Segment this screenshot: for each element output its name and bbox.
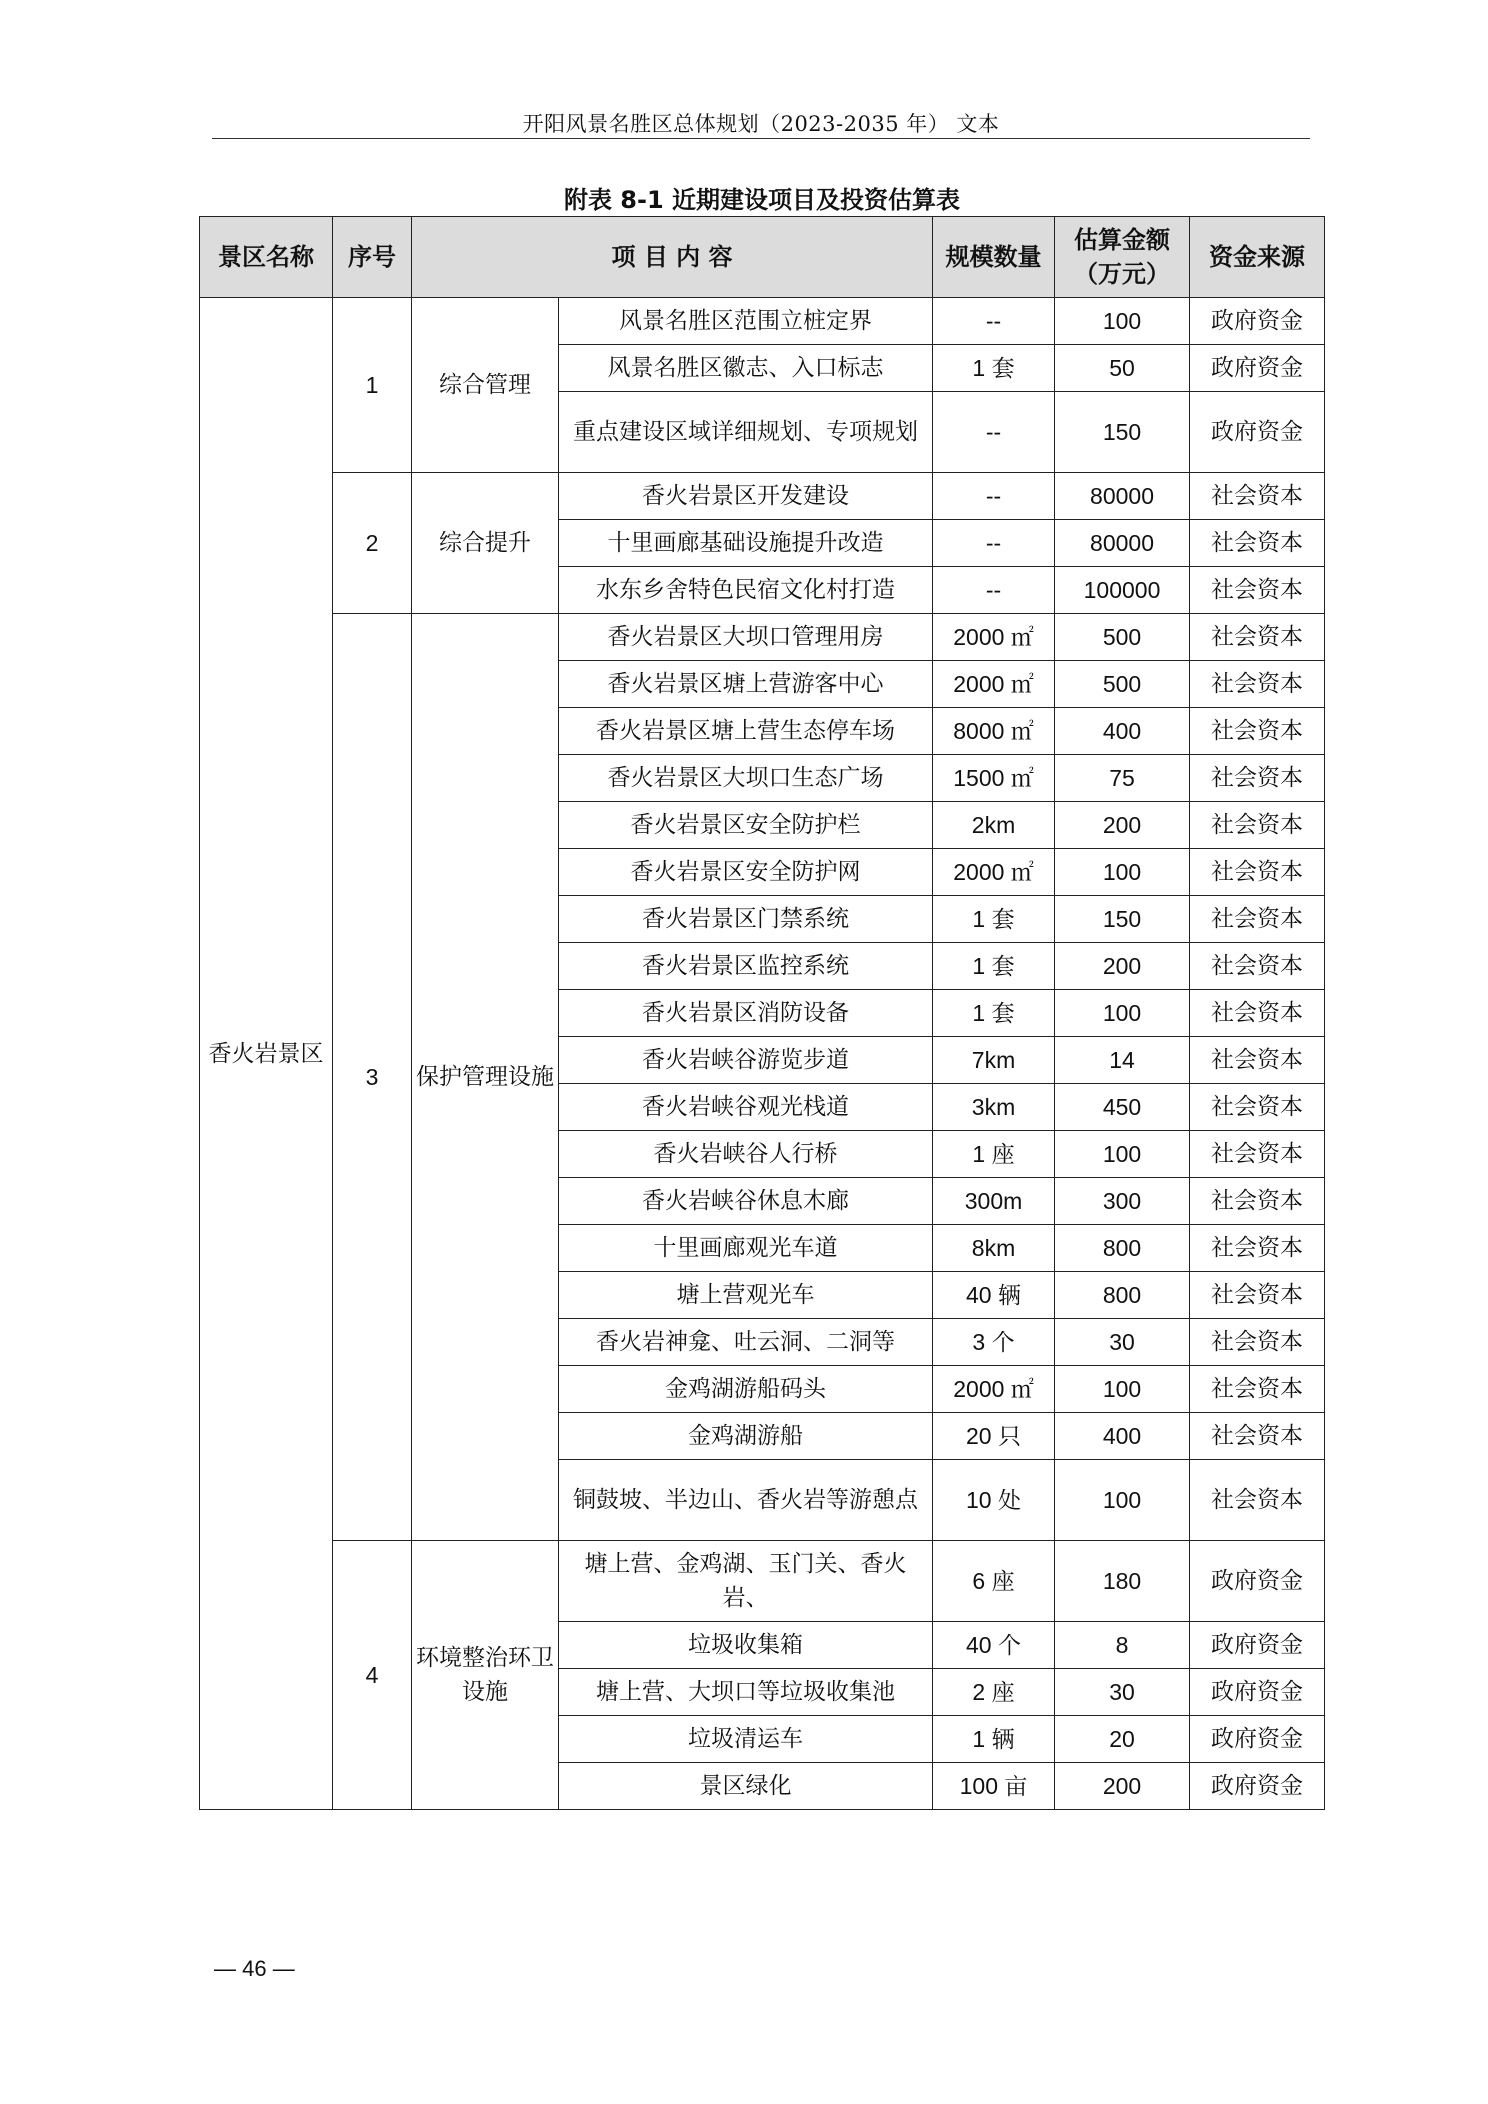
group-category-cell: 环境整治环卫设施 [412,1541,559,1810]
item-content-cell: 景区绿化 [559,1763,933,1810]
item-qty-cell: -- [933,520,1055,567]
item-content-cell: 香火岩峡谷观光栈道 [559,1084,933,1131]
item-content-cell: 水东乡舍特色民宿文化村打造 [559,567,933,614]
item-content-cell: 金鸡湖游船码头 [559,1366,933,1413]
item-qty-cell: -- [933,392,1055,473]
item-qty-cell: 1 辆 [933,1716,1055,1763]
item-content-cell: 香火岩景区监控系统 [559,943,933,990]
item-qty-cell: 1 套 [933,896,1055,943]
item-source-cell: 社会资本 [1190,1084,1325,1131]
item-source-cell: 政府资金 [1190,1716,1325,1763]
item-qty-cell: 1 套 [933,345,1055,392]
item-content-cell: 香火岩峡谷游览步道 [559,1037,933,1084]
item-content-cell: 香火岩景区塘上营生态停车场 [559,708,933,755]
item-content-cell: 垃圾清运车 [559,1716,933,1763]
item-content-cell: 塘上营、大坝口等垃圾收集池 [559,1669,933,1716]
item-amount-cell: 800 [1055,1272,1190,1319]
item-source-cell: 社会资本 [1190,1037,1325,1084]
item-content-cell: 金鸡湖游船 [559,1413,933,1460]
item-source-cell: 政府资金 [1190,392,1325,473]
item-content-cell: 香火岩景区大坝口管理用房 [559,614,933,661]
item-source-cell: 社会资本 [1190,1131,1325,1178]
item-qty-cell: 3km [933,1084,1055,1131]
item-amount-cell: 30 [1055,1669,1190,1716]
item-amount-cell: 30 [1055,1319,1190,1366]
page-header: 开阳风景名胜区总体规划（2023-2035 年） 文本 [522,112,1000,136]
col-content: 项 目 内 容 [412,217,933,298]
item-source-cell: 社会资本 [1190,614,1325,661]
item-amount-cell: 400 [1055,1413,1190,1460]
item-amount-cell: 400 [1055,708,1190,755]
table-row [200,473,1325,520]
item-content-cell: 香火岩景区大坝口生态广场 [559,755,933,802]
col-no: 序号 [333,217,412,298]
item-qty-cell: 2km [933,802,1055,849]
item-source-cell: 社会资本 [1190,1460,1325,1541]
item-amount-cell: 500 [1055,614,1190,661]
group-category-cell: 综合管理 [412,298,559,473]
item-amount-cell: 150 [1055,392,1190,473]
item-amount-cell: 180 [1055,1541,1190,1622]
item-amount-cell: 500 [1055,661,1190,708]
item-source-cell: 社会资本 [1190,1366,1325,1413]
item-amount-cell: 100 [1055,298,1190,345]
item-amount-cell: 150 [1055,896,1190,943]
item-qty-cell: -- [933,298,1055,345]
item-amount-cell: 50 [1055,345,1190,392]
table-row [200,298,1325,345]
item-source-cell: 政府资金 [1190,345,1325,392]
item-qty-cell: 2 座 [933,1669,1055,1716]
item-amount-cell: 14 [1055,1037,1190,1084]
item-content-cell: 风景名胜区范围立桩定界 [559,298,933,345]
item-source-cell: 社会资本 [1190,755,1325,802]
item-amount-cell: 200 [1055,1763,1190,1810]
item-qty-cell: 10 处 [933,1460,1055,1541]
item-content-cell: 垃圾收集箱 [559,1622,933,1669]
table-row [200,1541,1325,1622]
item-content-cell: 香火岩峡谷休息木廊 [559,1178,933,1225]
table-row [200,614,1325,661]
item-source-cell: 社会资本 [1190,1272,1325,1319]
item-source-cell: 社会资本 [1190,1225,1325,1272]
item-source-cell: 政府资金 [1190,1669,1325,1716]
item-source-cell: 社会资本 [1190,1319,1325,1366]
item-source-cell: 社会资本 [1190,708,1325,755]
item-content-cell: 重点建设区域详细规划、专项规划 [559,392,933,473]
item-qty-cell: 8km [933,1225,1055,1272]
table-header-row [200,217,1325,298]
item-qty-cell: 40 个 [933,1622,1055,1669]
item-source-cell: 政府资金 [1190,1622,1325,1669]
item-content-cell: 风景名胜区徽志、入口标志 [559,345,933,392]
item-source-cell: 社会资本 [1190,943,1325,990]
item-source-cell: 政府资金 [1190,1541,1325,1622]
header-divider [212,138,1310,139]
item-source-cell: 社会资本 [1190,990,1325,1037]
item-amount-cell: 80000 [1055,520,1190,567]
item-source-cell: 社会资本 [1190,849,1325,896]
group-no-cell: 1 [333,298,412,473]
item-content-cell: 铜鼓坡、半边山、香火岩等游憩点 [559,1460,933,1541]
item-content-cell: 香火岩神龛、吐云洞、二洞等 [559,1319,933,1366]
item-amount-cell: 100 [1055,990,1190,1037]
item-content-cell: 十里画廊基础设施提升改造 [559,520,933,567]
item-qty-cell: 1 套 [933,943,1055,990]
group-no-cell: 2 [333,473,412,614]
item-qty-cell: -- [933,473,1055,520]
item-amount-cell: 800 [1055,1225,1190,1272]
item-content-cell: 香火岩景区消防设备 [559,990,933,1037]
item-qty-cell: 7km [933,1037,1055,1084]
item-source-cell: 政府资金 [1190,298,1325,345]
item-qty-cell: 8000 ㎡ [933,708,1055,755]
item-source-cell: 政府资金 [1190,1763,1325,1810]
item-amount-cell: 100 [1055,1366,1190,1413]
item-qty-cell: 300m [933,1178,1055,1225]
col-area-name: 景区名称 [200,217,333,298]
item-source-cell: 社会资本 [1190,896,1325,943]
item-qty-cell: 6 座 [933,1541,1055,1622]
item-source-cell: 社会资本 [1190,567,1325,614]
item-amount-cell: 75 [1055,755,1190,802]
item-qty-cell: 100 亩 [933,1763,1055,1810]
group-no-cell: 3 [333,614,412,1541]
col-amount: 估算金额（万元） [1055,217,1190,298]
item-amount-cell: 100 [1055,1131,1190,1178]
item-content-cell: 塘上营观光车 [559,1272,933,1319]
item-qty-cell: 40 辆 [933,1272,1055,1319]
item-source-cell: 社会资本 [1190,1413,1325,1460]
item-amount-cell: 300 [1055,1178,1190,1225]
item-content-cell: 香火岩景区开发建设 [559,473,933,520]
item-amount-cell: 100 [1055,1460,1190,1541]
item-source-cell: 社会资本 [1190,473,1325,520]
item-qty-cell: 1500 ㎡ [933,755,1055,802]
col-qty: 规模数量 [933,217,1055,298]
item-qty-cell: 3 个 [933,1319,1055,1366]
area-name-cell: 香火岩景区 [200,298,333,1810]
item-amount-cell: 80000 [1055,473,1190,520]
item-content-cell: 香火岩景区安全防护栏 [559,802,933,849]
item-qty-cell: -- [933,567,1055,614]
group-no-cell: 4 [333,1541,412,1810]
item-amount-cell: 100 [1055,849,1190,896]
item-amount-cell: 20 [1055,1716,1190,1763]
item-qty-cell: 1 座 [933,1131,1055,1178]
item-amount-cell: 450 [1055,1084,1190,1131]
item-content-cell: 香火岩景区门禁系统 [559,896,933,943]
item-content-cell: 香火岩景区安全防护网 [559,849,933,896]
item-content-cell: 塘上营、金鸡湖、玉门关、香火岩、 [559,1541,933,1622]
item-source-cell: 社会资本 [1190,661,1325,708]
item-content-cell: 香火岩景区塘上营游客中心 [559,661,933,708]
item-qty-cell: 1 套 [933,990,1055,1037]
investment-table [199,216,1325,1810]
item-source-cell: 社会资本 [1190,802,1325,849]
item-qty-cell: 20 只 [933,1413,1055,1460]
table-title: 附表 8-1 近期建设项目及投资估算表 [563,186,961,214]
group-category-cell: 综合提升 [412,473,559,614]
item-amount-cell: 8 [1055,1622,1190,1669]
item-amount-cell: 200 [1055,802,1190,849]
item-qty-cell: 2000 ㎡ [933,661,1055,708]
item-source-cell: 社会资本 [1190,1178,1325,1225]
item-amount-cell: 100000 [1055,567,1190,614]
item-amount-cell: 200 [1055,943,1190,990]
table-body [200,298,1325,1810]
item-content-cell: 十里画廊观光车道 [559,1225,933,1272]
item-qty-cell: 2000 ㎡ [933,614,1055,661]
page-number: — 46 — [214,1956,295,1981]
col-source: 资金来源 [1190,217,1325,298]
item-qty-cell: 2000 ㎡ [933,1366,1055,1413]
item-source-cell: 社会资本 [1190,520,1325,567]
group-category-cell: 保护管理设施 [412,614,559,1541]
item-qty-cell: 2000 ㎡ [933,849,1055,896]
item-content-cell: 香火岩峡谷人行桥 [559,1131,933,1178]
